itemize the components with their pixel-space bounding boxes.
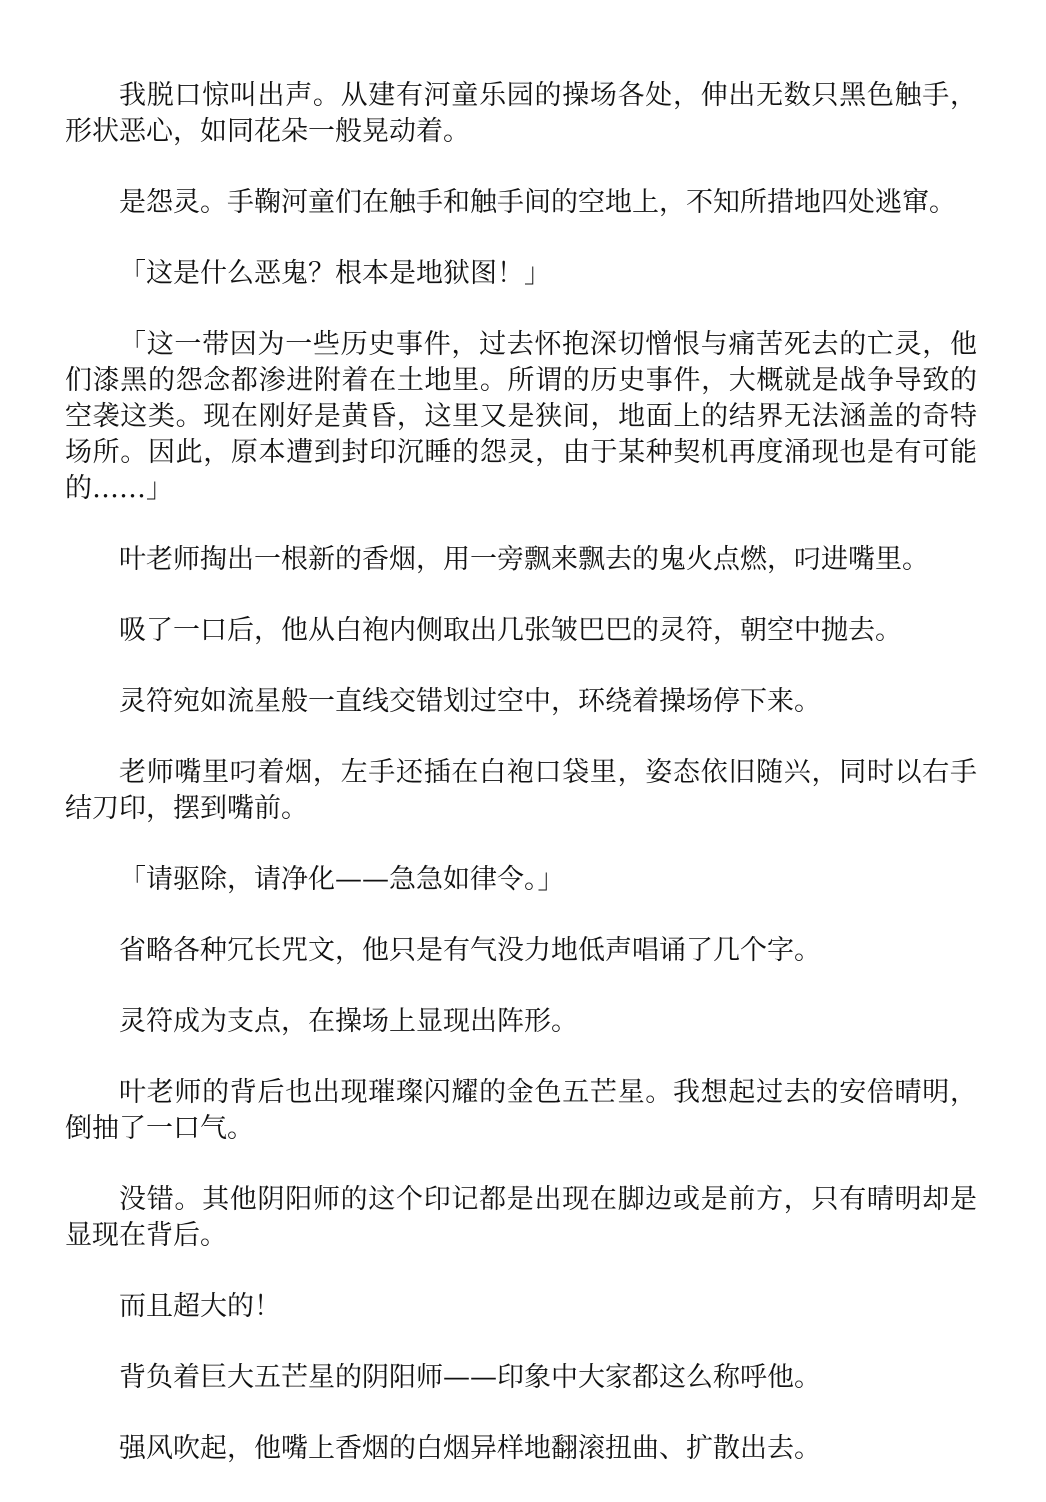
- paragraph: 叶老师的背后也出现璀璨闪耀的金色五芒星。我想起过去的安倍晴明，倒抽了一口气。: [65, 1077, 977, 1144]
- paragraph: 灵符成为支点，在操场上显现出阵形。: [119, 1006, 578, 1037]
- paragraph: 「这一带因为一些历史事件，过去怀抱深切憎恨与痛苦死去的亡灵，他们漆黑的怨念都渗进附着在土地里。所谓的历史事件，大概就是战争导致的空袭这类。现在刚好是黄昏，这里又是狭间，地面上的结界无法涵盖的奇特场所。因此，原本遭到封印沉睡的怨灵，由于某种契机再度涌现也是有可能的……」: [65, 329, 977, 504]
- paragraph: 「请驱除，请净化——急急如律令。」: [119, 864, 565, 895]
- paragraph: 灵符宛如流星般一直线交错划过空中，环绕着操场停下来。: [119, 686, 821, 717]
- paragraph: 「这是什么恶鬼？根本是地狱图！」: [119, 258, 551, 289]
- paragraph: 我脱口惊叫出声。从建有河童乐园的操场各处，伸出无数只黑色触手，形状恶心，如同花朵一般晃动着。: [65, 80, 977, 147]
- paragraph: 而且超大的！: [119, 1291, 281, 1322]
- paragraph: 背负着巨大五芒星的阴阳师——印象中大家都这么称呼他。: [119, 1362, 821, 1393]
- paragraph: 吸了一口后，他从白袍内侧取出几张皱巴巴的灵符，朝空中抛去。: [119, 615, 902, 646]
- paragraph: 省略各种冗长咒文，他只是有气没力地低声唱诵了几个字。: [119, 935, 821, 966]
- paragraph: 没错。其他阴阳师的这个印记都是出现在脚边或是前方，只有晴明却是显现在背后。: [65, 1184, 977, 1251]
- paragraph: 是怨灵。手鞠河童们在触手和触手间的空地上，不知所措地四处逃窜。: [119, 187, 956, 218]
- paragraph: 强风吹起，他嘴上香烟的白烟异样地翻滚扭曲、扩散出去。: [119, 1433, 821, 1464]
- paragraph: 老师嘴里叼着烟，左手还插在白袍口袋里，姿态依旧随兴，同时以右手结刀印，摆到嘴前。: [65, 757, 977, 824]
- body-text: [65, 78, 977, 1502]
- paragraph: 叶老师掏出一根新的香烟，用一旁飘来飘去的鬼火点燃，叼进嘴里。: [119, 544, 929, 575]
